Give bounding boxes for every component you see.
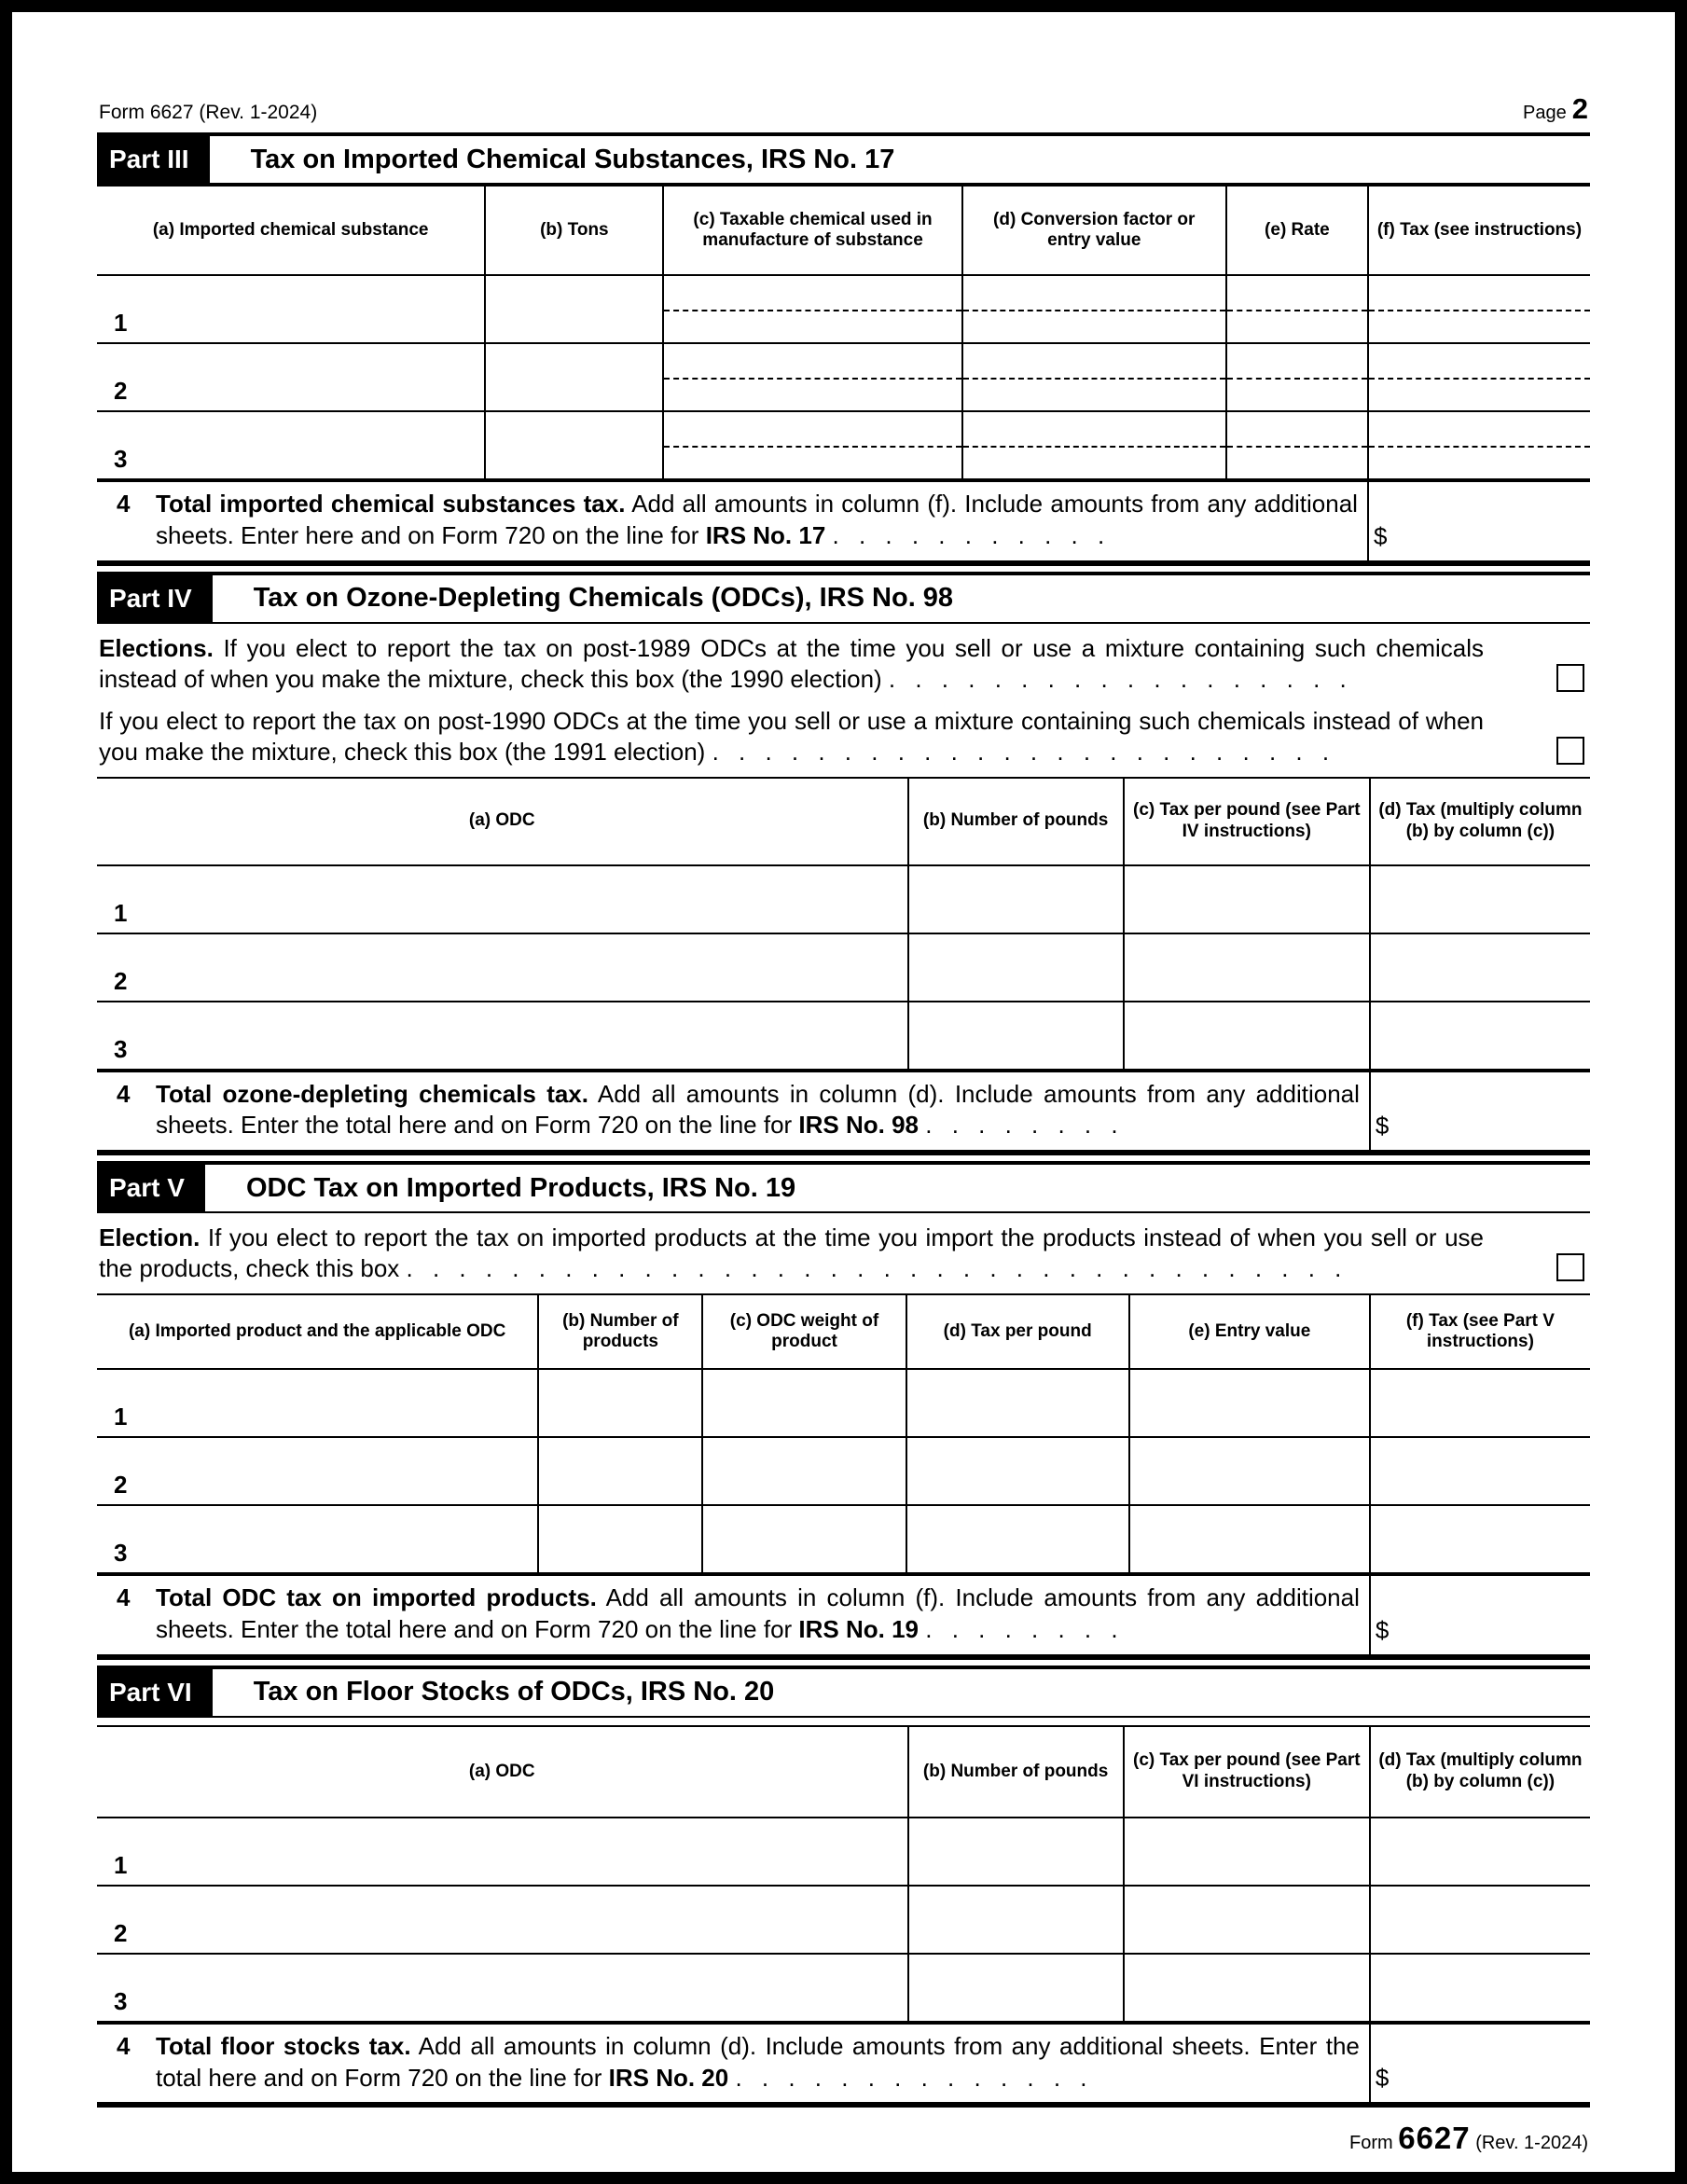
part3-row1-cell-a[interactable] [97,276,484,342]
part3-row2-cell-e[interactable] [1225,344,1367,410]
part6-row1-cell-d[interactable] [1369,1818,1590,1885]
part6-row3-cell-d[interactable] [1369,1955,1590,2021]
part4-row2-cell-a[interactable] [97,934,907,1001]
part3-row3-cell-f[interactable] [1367,412,1590,478]
part3-col-c-header: (c) Taxable chemical used in manufacture of substance [662,187,961,274]
part4-row2-cell-b[interactable] [907,934,1123,1001]
part5-row3-cell-d[interactable] [906,1506,1128,1572]
part5-row3-cell-b[interactable] [537,1506,701,1572]
part5-column-headers [97,1295,1590,1368]
part5-col-b-header: (b) Number of products [537,1295,701,1368]
part5-header-bar [97,1161,1590,1213]
part3-row3-cell-d[interactable] [961,412,1225,478]
part3-col-b-header: (b) Tons [484,187,662,274]
part6-col-d-header: (d) Tax (multiply column (b) by column (c)) [1369,1727,1590,1817]
part3-header-bar [97,132,1590,185]
part3-col-f-header: (f) Tax (see instructions) [1367,187,1590,274]
part3-row3-cell-a[interactable] [97,412,484,478]
dot-leader: . . . . . . . . . . . [832,520,1105,549]
page-number: 2 [1571,92,1588,125]
part5-title: ODC Tax on Imported Products, IRS No. 19 [245,1172,796,1203]
part5-col-a-header: (a) Imported product and the applicable ODC [128,1321,506,1342]
part5-total-description: 4 Total ODC tax on imported products. Add all amounts in column (f). Include amounts from any additional sheets. Enter the total here and on Form 720 on the line for IRS No. 19 . . . . . . . . [117,1583,1360,1644]
part3-col-e-header: (e) Rate [1225,187,1367,274]
part5-row-2 [97,1436,1590,1504]
part3-row-1 [97,274,1590,342]
part5-row3-cell-c[interactable] [701,1506,905,1572]
dot-leader: . . . . . . . . [925,1111,1118,1140]
part5-row2-cell-e[interactable] [1128,1438,1369,1504]
part3-row3-cell-c[interactable] [662,412,961,478]
form-id-header: Form 6627 (Rev. 1-2024) [99,102,318,123]
part5-col-f-header: (f) Tax (see Part V instructions) [1369,1295,1590,1368]
part3-row2-cell-b[interactable] [484,344,662,410]
part5-row2-cell-c[interactable] [701,1438,905,1504]
part5-total-amount-field[interactable] [1369,1576,1590,1654]
part5-col-d-header: (d) Tax per pound [906,1295,1128,1368]
election-1990-paragraph: Elections. If you elect to report the tax on post-1989 ODCs at the time you sell or use a mixture containing such chemicals instead of when you make the mixture, check this box (the 1990 election) . . . . . . . . . . . . . . . . . . [99,633,1588,695]
part3-row-3 [97,410,1590,478]
row-number: 2 [114,1918,128,1947]
election-imported-products-paragraph: Election. If you elect to report the tax on imported products at the time you import the products instead of when you sell or use the products, check this box . . . . . . . . . . . . . . . . . . . . . . . . . . . . . . . . . . . . [99,1223,1588,1284]
part4-col-b-header: (b) Number of pounds [907,779,1123,864]
part5-row1-cell-c[interactable] [701,1370,905,1436]
part6-title: Tax on Floor Stocks of ODCs, IRS No. 20 [253,1677,775,1707]
part4-elections [97,624,1590,777]
part3-title: Tax on Imported Chemical Substances, IRS No. 17 [250,144,895,174]
line-number: 4 [117,1079,131,1108]
part4-table [97,777,1590,1156]
part4-title: Tax on Ozone-Depleting Chemicals (ODCs), IRS No. 98 [253,583,954,614]
part4-col-a-header: (a) ODC [468,810,535,831]
part5-row-3 [97,1504,1590,1572]
part4-row1-cell-b[interactable] [907,866,1123,933]
part3-col-a-header: (a) Imported chemical substance [152,219,429,240]
part4-col-c-header: (c) Tax per pound (see Part IV instructions) [1123,779,1369,864]
row-number: 1 [114,309,128,337]
part6-col-a-header: (a) ODC [468,1761,535,1781]
part3-row2-cell-a[interactable] [97,344,484,410]
part5-row1-cell-d[interactable] [906,1370,1128,1436]
part3-row1-cell-f[interactable] [1367,276,1590,342]
part4-header-bar [97,572,1590,624]
part6-row1-cell-a[interactable] [97,1818,907,1885]
part6-row2-cell-b[interactable] [907,1887,1123,1953]
part6-header-bar [97,1666,1590,1718]
part6-row1-cell-b[interactable] [907,1818,1123,1885]
row-number: 3 [114,1539,128,1568]
row-number: 2 [114,1471,128,1500]
row-number: 3 [114,1986,128,2015]
part6-table [97,1725,1590,2108]
checkbox-1990-election[interactable] [1556,664,1584,692]
part6-row-3 [97,1953,1590,2021]
part3-row1-cell-e[interactable] [1225,276,1367,342]
part5-row1-cell-e[interactable] [1128,1370,1369,1436]
part4-row3-cell-a[interactable] [97,1002,907,1069]
part5-label: Part V [97,1165,205,1211]
dot-leader: . . . . . . . . . . . . . . [735,2063,1087,2092]
part4-column-headers [97,779,1590,864]
part6-row-1 [97,1817,1590,1885]
dollar-sign: $ [1375,1615,1390,1644]
checkbox-imported-products-election[interactable] [1556,1253,1584,1281]
page-footer [97,2121,1590,2156]
part6-row3-cell-c[interactable] [1123,1955,1369,2021]
page-header [97,92,1590,132]
part6-row2-cell-d[interactable] [1369,1887,1590,1953]
part5-col-c-header: (c) ODC weight of product [701,1295,905,1368]
part3-row2-cell-f[interactable] [1367,344,1590,410]
part3-label: Part III [97,136,210,183]
part4-row3-cell-c[interactable] [1123,1002,1369,1069]
row-number: 3 [114,1034,128,1063]
part5-row1-cell-b[interactable] [537,1370,701,1436]
row-number: 3 [114,445,128,473]
part4-col-d-header: (d) Tax (multiply column (b) by column (c)) [1369,779,1590,864]
dollar-sign: $ [1375,1112,1390,1140]
part6-col-c-header: (c) Tax per pound (see Part VI instructions) [1123,1727,1369,1817]
part5-table [97,1293,1590,1660]
part4-total-amount-field[interactable] [1369,1072,1590,1151]
part3-total-row [97,478,1590,566]
dollar-sign: $ [1375,2064,1390,2093]
part5-row1-cell-a[interactable] [97,1370,537,1436]
footer-form-number: 6627 [1398,2121,1471,2156]
election-1991-paragraph: If you elect to report the tax on post-1990 ODCs at the time you sell or use a mixture containing such chemicals instead of when you make the mixture, check this box (the 1991 election) . . . . . . . . . . . . . . . . . . . . . . . . [99,706,1588,767]
footer-form-word: Form [1348,2133,1393,2154]
row-number: 1 [114,1850,128,1879]
part3-row1-cell-b[interactable] [484,276,662,342]
part4-row3-cell-d[interactable] [1369,1002,1590,1069]
line-number: 4 [117,490,131,518]
part4-total-description: 4 Total ozone-depleting chemicals tax. Add all amounts in column (d). Include amounts from any additional sheets. Enter the total here and on Form 720 on the line for IRS No. 98 . . . . . . . . [117,1079,1360,1140]
part5-row2-cell-f[interactable] [1369,1438,1590,1504]
part4-row-2 [97,933,1590,1001]
part3-row2-cell-c[interactable] [662,344,961,410]
row-number: 1 [114,898,128,927]
part3-row1-cell-d[interactable] [961,276,1225,342]
part6-total-description: 4 Total floor stocks tax. Add all amounts in column (d). Include amounts from any additional sheets. Enter the total here and on Form 720 on the line for IRS No. 20 . . . . . . . . . . . . . . [117,2031,1360,2092]
dot-leader: . . . . . . . . . . . . . . . . . . . . . . . . . . . . . . . . . . . . [406,1254,1342,1283]
part5-row1-cell-f[interactable] [1369,1370,1590,1436]
part6-total-row [97,2021,1590,2108]
part5-row3-cell-f[interactable] [1369,1506,1590,1572]
part4-row3-cell-b[interactable] [907,1002,1123,1069]
part3-table [97,185,1590,566]
part6-row3-cell-a[interactable] [97,1955,907,2021]
row-number: 2 [114,966,128,995]
part3-total-amount-field[interactable] [1367,482,1590,560]
part4-row1-cell-c[interactable] [1123,866,1369,933]
checkbox-1991-election[interactable] [1556,737,1584,765]
part3-col-d-header: (d) Conversion factor or entry value [961,187,1225,274]
part4-row1-cell-d[interactable] [1369,866,1590,933]
part4-label: Part IV [97,575,213,622]
part3-total-description: 4 Total imported chemical substances tax. Add all amounts in column (f). Include amounts from any additional sheets. Enter here and on Form 720 on the line for IRS No. 17 . . . . . . . . . . . [117,490,1358,549]
part6-label: Part VI [97,1669,213,1716]
part5-col-e-header: (e) Entry value [1128,1295,1369,1368]
part3-row2-cell-d[interactable] [961,344,1225,410]
part5-row2-cell-b[interactable] [537,1438,701,1504]
row-number: 2 [114,377,128,405]
part4-row-3 [97,1001,1590,1069]
part3-row-2 [97,342,1590,410]
dot-leader: . . . . . . . . [925,1615,1118,1644]
dot-leader: . . . . . . . . . . . . . . . . . . [888,664,1347,693]
dollar-sign: $ [1373,521,1388,550]
part5-row2-cell-a[interactable] [97,1438,537,1504]
part5-row2-cell-d[interactable] [906,1438,1128,1504]
part5-total-row [97,1572,1590,1660]
line-number: 4 [117,2031,131,2060]
part3-row3-cell-e[interactable] [1225,412,1367,478]
part4-total-row [97,1069,1590,1156]
part6-row1-cell-c[interactable] [1123,1818,1369,1885]
part3-column-headers [97,187,1590,274]
part5-election [97,1213,1590,1293]
footer-revision: (Rev. 1-2024) [1475,2133,1588,2154]
row-number: 1 [114,1403,128,1431]
part6-row-2 [97,1885,1590,1953]
part6-column-headers [97,1727,1590,1817]
part5-row3-cell-a[interactable] [97,1506,537,1572]
part6-total-amount-field[interactable] [1369,2025,1590,2103]
part4-row2-cell-c[interactable] [1123,934,1369,1001]
dot-leader: . . . . . . . . . . . . . . . . . . . . . . . . [712,737,1330,766]
page-number-label: Page 2 [1523,92,1588,125]
part6-row2-cell-c[interactable] [1123,1887,1369,1953]
part4-row1-cell-a[interactable] [97,866,907,933]
part5-row-1 [97,1368,1590,1436]
part4-row-1 [97,864,1590,933]
part3-row1-cell-c[interactable] [662,276,961,342]
part6-col-b-header: (b) Number of pounds [907,1727,1123,1817]
part6-row3-cell-b[interactable] [907,1955,1123,2021]
line-number: 4 [117,1583,131,1612]
part4-row2-cell-d[interactable] [1369,934,1590,1001]
part5-row3-cell-e[interactable] [1128,1506,1369,1572]
part3-row3-cell-b[interactable] [484,412,662,478]
part6-row2-cell-a[interactable] [97,1887,907,1953]
